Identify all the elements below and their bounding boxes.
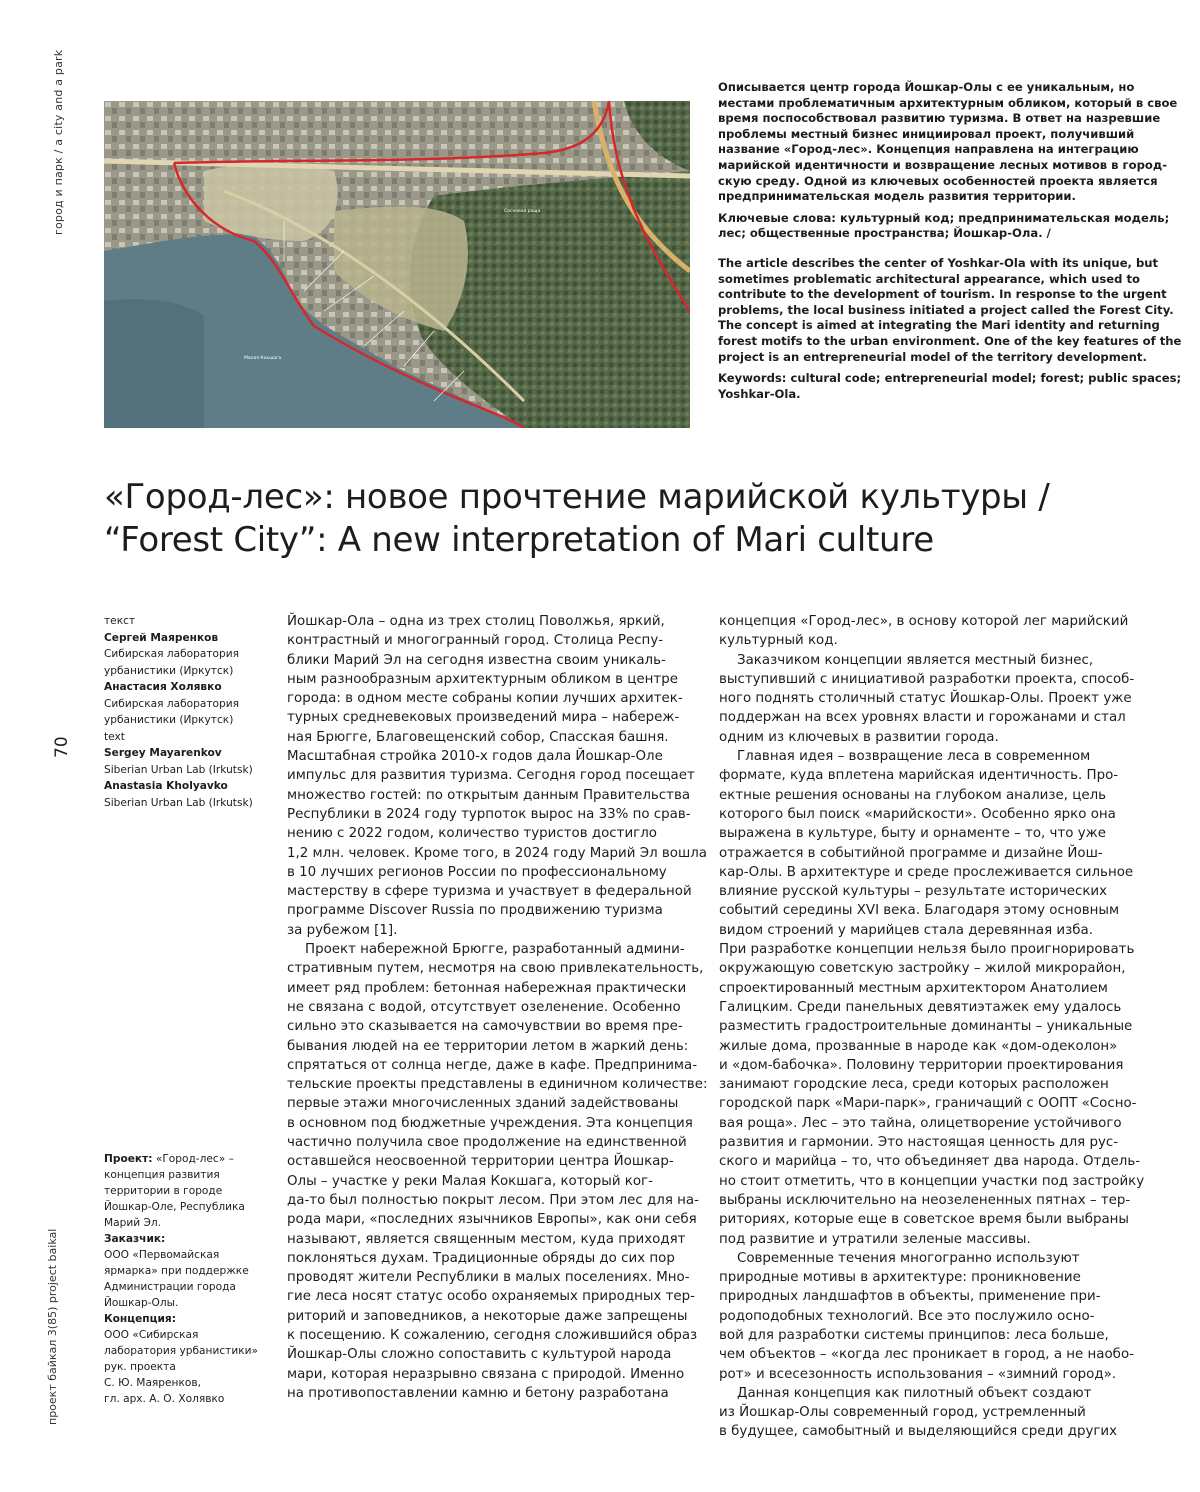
body-text-line: первые этажи многочисленных зданий задействованы [287,1094,693,1113]
project-info-text: «Город-лес» – [152,1153,233,1165]
author-credits [104,613,274,811]
project-info-line [104,1263,274,1279]
body-text-line: поклоняться духам. Традиционные обряды до сих пор [287,1249,693,1268]
body-text-line: Проект набережной Брюгге, разработанный админи- [287,940,693,959]
body-text-line: которого был поиск «марийскости». Особенно ярко она [719,805,1125,824]
body-text-line: турных средневековых произведений мира – набереж- [287,708,693,727]
body-text-line: природные мотивы в архитектуре: проникновение [719,1268,1125,1287]
running-head: город и парк / a city and a park [52,50,65,235]
body-text-line: Заказчиком концепции является местный бизнес, [719,651,1125,670]
project-info-text: гл. арх. А. О. Холявко [104,1393,224,1405]
project-info-line [104,1295,274,1311]
author-name: Anastasia Kholyavko [104,778,274,795]
project-info-label: Заказчик: [104,1233,165,1245]
body-text-line: выбраны исключительно на неозелененных пятнах – тер- [719,1191,1125,1210]
project-info-line [104,1343,274,1359]
body-text-line: Масштабная стройка 2010-х годов дала Йошкар-Оле [287,747,693,766]
abstract-ru-keywords [718,211,1130,242]
credit-line: урбанистики (Иркутск) [104,712,274,729]
abstract-line: Yoshkar-Ola. [718,387,1130,403]
body-text-line: кар-Олы. В архитектуре и среде прослеживается сильное [719,863,1125,882]
body-text-line: Галицким. Среди панельных девятиэтажек ему удалось [719,998,1125,1017]
body-text-line: но стоит отметить, что в концепции участки под застройку [719,1172,1125,1191]
project-info-line [104,1151,274,1167]
title-en: “Forest City”: A new interpretation of Mari culture [104,519,1164,562]
project-info-text: Йошкар-Олы. [104,1297,178,1309]
abstract-en-keywords [718,371,1130,402]
article-title [104,476,1164,562]
body-text-line: ного поднять столичный статус Йошкар-Олы. Проект уже [719,689,1125,708]
body-text-line: имеет ряд проблем: бетонная набережная практически [287,979,693,998]
project-info-text: Йошкар-Оле, Республика [104,1201,245,1213]
project-info [104,1151,274,1407]
body-text-line: разместить градостроительные доминанты – уникальные [719,1017,1125,1036]
abstract-line: Keywords: cultural code; entrepreneurial model; forest; public spaces; [718,371,1130,387]
body-text-line: видом строений у марийцев стала деревянная изба. [719,921,1125,940]
author-name: Анастасия Холявко [104,679,274,696]
abstract-line: sometimes problematic architectural appearance, which used to [718,272,1130,288]
abstract-line: The article describes the center of Yoshkar-Ola with its unique, but [718,256,1130,272]
abstract-line: problems, the local business initiated a project called the Forest City. [718,303,1130,319]
project-info-text: лаборатория урбанистики» [104,1345,258,1357]
abstract-line: местами проблематичным архитектурным обликом, который в свое [718,96,1130,112]
body-text-line: рода мари, «последних язычников Европы», как они себя [287,1210,693,1229]
body-text-line: импульс для развития туризма. Сегодня город посещает [287,766,693,785]
credit-line: Siberian Urban Lab (Irkutsk) [104,795,274,812]
body-text-line: вой для разработки системы принципов: леса больше, [719,1326,1125,1345]
body-text-line: за рубежом [1]. [287,921,693,940]
project-info-line [104,1359,274,1375]
body-text-line: в 10 лучших регионов России по профессиональному [287,863,693,882]
body-text-line: ным разнообразным архитектурным обликом в центре [287,670,693,689]
body-text-line: нению с 2022 годом, количество туристов достигло [287,824,693,843]
body-text-line: блики Марий Эл на сегодня известна своим уникаль- [287,651,693,670]
body-text-line: Йошкар-Ола – одна из трех столиц Поволжья, яркий, [287,612,693,631]
project-info-line [104,1231,274,1247]
abstract-line: лес; общественные пространства; Йошкар-Ола. / [718,226,1130,242]
body-text-line: к посещению. К сожалению, сегодня сложившийся образ [287,1326,693,1345]
body-text-line: Современные течения многогранно используют [719,1249,1125,1268]
body-text-line: При разработке концепции нельзя было проигнорировать [719,940,1125,959]
body-text-line: ектные решения основаны на глубоком анализе, цель [719,786,1125,805]
body-text-line: из Йошкар-Олы современный город, устремленный [719,1403,1125,1422]
project-info-text: С. Ю. Маяренков, [104,1377,201,1389]
abstract-line: марийской идентичности и возвращение лесных мотивов в город- [718,158,1130,174]
body-text-line: выражена в культуре, быту и орнаменте – то, что уже [719,824,1125,843]
body-text-line: под развитие и утратили зеленые массивы. [719,1230,1125,1249]
body-text-line: частично получила свое продолжение на единственной [287,1133,693,1152]
body-text-line: культурный код. [719,631,1125,650]
map-label-grove: Сосновая роща [504,209,540,214]
body-column-1 [287,612,693,1403]
page-number: 70 [52,736,72,758]
body-text-line: поддержан на всех уровнях власти и горожанами и стал [719,708,1125,727]
credit-line: Siberian Urban Lab (Irkutsk) [104,762,274,779]
credit-line: text [104,729,274,746]
abstract-line: Ключевые слова: культурный код; предпринимательская модель; [718,211,1130,227]
body-text-line: в будущее, самобытный и выделяющийся среди других [719,1422,1125,1441]
body-text-line: городской парк «Мари-парк», граничащий с ООПТ «Сосно- [719,1094,1125,1113]
body-text-line: и «дом-бабочка». Половину территории проектирования [719,1056,1125,1075]
body-text-line: ная Брюгге, Благовещенский собор, Спасская башня. [287,728,693,747]
project-info-text: Марий Эл. [104,1217,161,1229]
project-info-text: ООО «Сибирская [104,1329,198,1341]
project-info-text: ярмарка» при поддержке [104,1265,249,1277]
project-info-line [104,1215,274,1231]
project-info-text: рук. проекта [104,1361,176,1373]
project-info-text: Администрации города [104,1281,236,1293]
abstract-line: время поспособствовал развитию туризма. В ответ на назревшие [718,111,1130,127]
project-info-line [104,1391,274,1407]
body-text-line: жилые дома, прозванные в народе как «дом-одеколон» [719,1037,1125,1056]
body-text-line: рот» и всесезонность использования – «зимний город». [719,1365,1125,1384]
credit-line: Сибирская лаборатория [104,646,274,663]
abstract-line: project is an entrepreneurial model of the territory development. [718,350,1130,366]
abstract-line: contribute to the development of tourism. In response to the urgent [718,287,1130,303]
aerial-map-graphic [104,101,690,428]
abstract-line: forest motifs to the urban environment. One of the key features of the [718,334,1130,350]
body-text-line: одним из ключевых в развитии города. [719,728,1125,747]
project-info-line [104,1311,274,1327]
body-text-line: города: в одном месте собраны копии лучших архитек- [287,689,693,708]
project-info-text: концепция развития [104,1169,220,1181]
body-text-line: формате, куда вплетена марийская идентичность. Про- [719,766,1125,785]
project-info-label: Концепция: [104,1313,176,1325]
project-info-line [104,1167,274,1183]
body-text-line: Йошкар-Олы сложно сопоставить с культурой народа [287,1345,693,1364]
author-name: Sergey Mayarenkov [104,745,274,762]
body-text-line: называют, является священным местом, куда приходят [287,1230,693,1249]
credit-line: Сибирская лаборатория [104,696,274,713]
body-text-line: концепция «Город-лес», в основу которой лег марийский [719,612,1125,631]
body-text-line: стративным путем, несмотря на свою привлекательность, [287,959,693,978]
body-text-line: Главная идея – возвращение леса в современном [719,747,1125,766]
project-info-line [104,1183,274,1199]
project-info-text: территории в городе [104,1185,222,1197]
project-info-label: Проект: [104,1153,152,1165]
project-info-line [104,1199,274,1215]
body-text-line: природных ландшафтов в объекты, применение при- [719,1287,1125,1306]
abstract-line: проблемы местный бизнес инициировал проект, получивший [718,127,1130,143]
title-ru: «Город-лес»: новое прочтение марийской культуры / [104,476,1164,519]
abstract-line: предпринимательская модель развития территории. [718,189,1130,205]
body-text-line: риториях, которые еще в советское время были выбраны [719,1210,1125,1229]
body-text-line: мари, которая неразрывно связана с природой. Именно [287,1365,693,1384]
author-name: Сергей Маяренков [104,630,274,647]
body-text-line: проводят жители Республики в малых поселениях. Мно- [287,1268,693,1287]
project-info-text: ООО «Первомайская [104,1249,219,1261]
body-text-line: вая роща». Лес – это тайна, олицетворение устойчивого [719,1114,1125,1133]
project-info-line [104,1279,274,1295]
body-text-line: риторий и заповедников, а некоторые даже запрещены [287,1307,693,1326]
body-text-line: Республики в 2024 году турпоток вырос на 33% по срав- [287,805,693,824]
body-text-line: сильно это сказывается на самочувствии во время пре- [287,1017,693,1036]
body-text-line: тельские проекты представлены в единичном количестве: [287,1075,693,1094]
body-text-line: выступивший с инициативой разработки проекта, способ- [719,670,1125,689]
body-text-line: спроектированный местным архитектором Анатолием [719,979,1125,998]
body-text-line: 1,2 млн. человек. Кроме того, в 2024 году Марий Эл вошла [287,844,693,863]
project-info-line [104,1375,274,1391]
folio: проект байкал 3(85) project baikal [46,1229,59,1425]
project-info-line [104,1327,274,1343]
body-text-line: оставшейся неосвоенной территории центра Йошкар- [287,1152,693,1171]
body-text-line: не связана с водой, отсутствует озеленение. Особенно [287,998,693,1017]
body-text-line: спрятаться от солнца негде, даже в кафе. Предпринима- [287,1056,693,1075]
abstract-line: Описывается центр города Йошкар-Олы с ее уникальным, но [718,80,1130,96]
abstract-line: скую среду. Одной из ключевых особенностей проекта является [718,174,1130,190]
project-info-line [104,1247,274,1263]
body-text-line: родоподобных технологий. Все это послужило осно- [719,1307,1125,1326]
body-text-line: занимают городские леса, среди которых расположен [719,1075,1125,1094]
body-text-line: влияние русской культуры – результате исторических [719,882,1125,901]
body-text-line: Олы – участке у реки Малая Кокшага, который ког- [287,1172,693,1191]
abstract [718,80,1130,408]
body-text-line: Данная концепция как пилотный объект создают [719,1384,1125,1403]
body-text-line: на противопоставлении камню и бетону разработана [287,1384,693,1403]
abstract-line: The concept is aimed at integrating the Mari identity and returning [718,318,1130,334]
body-text-line: мастерству в сфере туризма и участвует в федеральной [287,882,693,901]
body-text-line: развития и гармонии. Это настоящая ценность для рус- [719,1133,1125,1152]
body-text-line: бывания людей на ее территории летом в жаркий день: [287,1037,693,1056]
abstract-en [718,256,1130,365]
body-text-line: отражается в событийной программе и дизайне Йош- [719,844,1125,863]
body-text-line: да-то был полностью покрыт лесом. При этом лес для на- [287,1191,693,1210]
body-text-line: гие леса носят статус особо охраняемых природных тер- [287,1287,693,1306]
body-text-line: окружающую советскую застройку – жилой микрорайон, [719,959,1125,978]
body-text-line: в основном под бюджетные учреждения. Эта концепция [287,1114,693,1133]
body-text-line: чем объектов – «когда лес проникает в город, а не наобо- [719,1345,1125,1364]
body-text-line: событий середины XVI века. Благодаря этому основным [719,901,1125,920]
credit-line: урбанистики (Иркутск) [104,663,274,680]
body-text-line: программе Discover Russia по продвижению туризма [287,901,693,920]
body-column-2 [719,612,1125,1442]
body-text-line: ского и марийца – то, что объединяет два народа. Отдель- [719,1152,1125,1171]
credit-line: текст [104,613,274,630]
body-text-line: контрастный и многогранный город. Столица Респу- [287,631,693,650]
site-plan-aerial-map [104,101,690,428]
abstract-ru [718,80,1130,205]
map-label-river: Малая Кокшага [244,356,281,361]
body-text-line: множество гостей: по открытым данным Правительства [287,786,693,805]
abstract-line: название «Город-лес». Концепция направлена на интеграцию [718,142,1130,158]
